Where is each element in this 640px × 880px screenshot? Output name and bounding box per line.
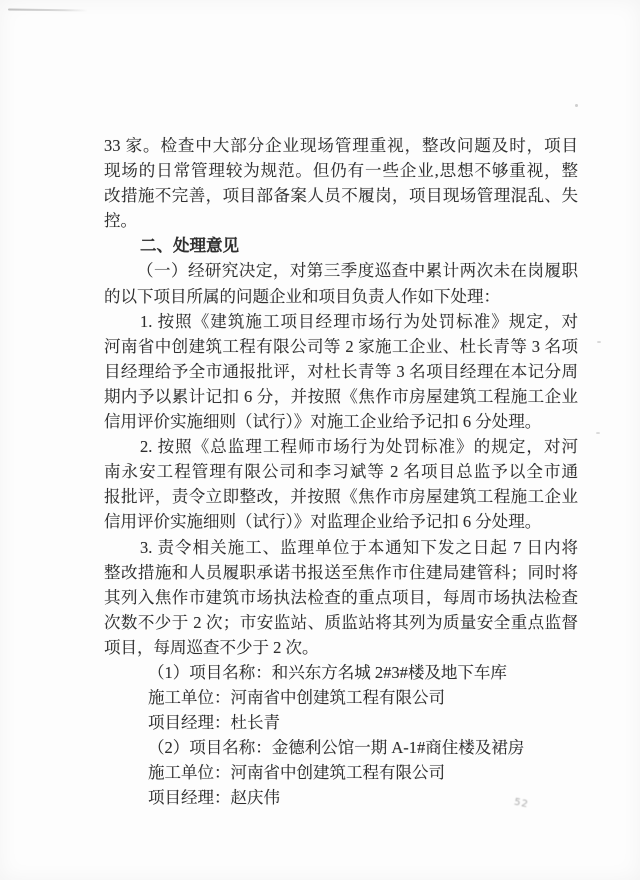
text-line: 项目，每周巡查不少于 2 次。 [104, 637, 319, 657]
text-line: 目经理给予全市通报批评，对杜长青等 3 名项目经理在本记分周 [104, 361, 578, 381]
text-line: 施工单位：河南省中创建筑工程有限公司 [148, 688, 445, 708]
text-line: 信用评价实施细则（试行）》对监理企业给予记扣 6 分处理。 [104, 512, 542, 532]
text-line: 33 家。检查中大部分企业现场管理重视，整改问题及时，项目 [104, 136, 578, 155]
text-line: 的以下项目所属的问题企业和项目负责人作如下处理： [104, 286, 500, 306]
text-line: 信用评价实施细则（试行）》对施工企业给予记扣 6 分处理。 [104, 412, 542, 432]
text-line: 河南省中创建筑工程有限公司等 2 家施工企业、杜长青等 3 名项 [104, 336, 578, 356]
scan-edge-artifact [8, 8, 88, 11]
text-line: 项目经理：杜长青 [148, 713, 280, 733]
text-line: （2）项目名称：金德利公馆一期 A-1#商住楼及裙房 [148, 738, 525, 758]
text-line: 次数不少于 2 次；市安监站、质监站将其列为质量安全重点监督 [104, 612, 578, 632]
scan-speck [597, 341, 601, 343]
document-text-block [104, 133, 578, 811]
text-line: 期内予以累计记扣 6 分，并按照《焦作市房屋建筑工程施工企业 [104, 386, 578, 406]
text-line: 1. 按照《建筑施工项目经理市场行为处罚标准》规定，对 [140, 311, 578, 331]
text-line: 整改措施和人员履职承诺书报送至焦作市住建局建管科；同时将 [104, 562, 578, 582]
text-line: 控。 [104, 211, 137, 231]
text-line: 报批评，责令立即整改，并按照《焦作市房屋建筑工程施工企业 [104, 487, 578, 507]
text-line: 改措施不完善，项目部备案人员不履岗，项目现场管理混乱、失 [104, 186, 578, 206]
scan-smudge-mark: 52 [513, 796, 530, 811]
scan-speck [596, 432, 600, 434]
text-line: （1）项目名称：和兴东方名城 2#3#楼及地下车库 [148, 662, 507, 682]
text-line: 项目经理：赵庆伟 [148, 788, 280, 808]
text-line: 南永安工程管理有限公司和李习斌等 2 名项目总监予以全市通 [104, 462, 578, 482]
section-heading: 二、处理意见 [140, 236, 239, 256]
text-line: （一）经研究决定，对第三季度巡查中累计两次未在岗履职 [137, 261, 578, 281]
text-line: 施工单位：河南省中创建筑工程有限公司 [148, 763, 445, 783]
text-line: 3. 责令相关施工、监理单位于本通知下发之日起 7 日内将 [140, 537, 578, 557]
text-line: 现场的日常管理较为规范。但仍有一些企业,思想不够重视，整 [104, 161, 578, 181]
scan-speck [575, 104, 578, 107]
text-line: 2. 按照《总监理工程师市场行为处罚标准》的规定，对河 [140, 437, 578, 457]
text-line: 其列入焦作市建筑市场执法检查的重点项目，每周市场执法检查 [104, 587, 578, 607]
